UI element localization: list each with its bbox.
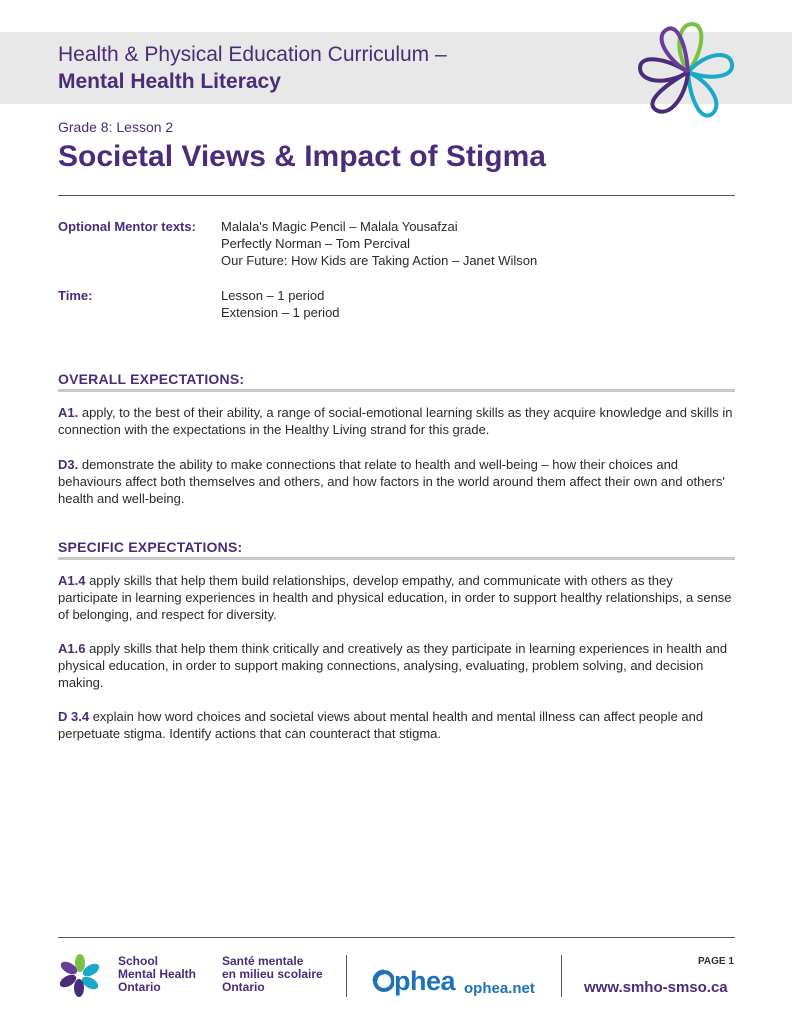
title-divider xyxy=(58,195,735,196)
time-label: Time: xyxy=(58,288,93,303)
expectation-text: demonstrate the ability to make connections that relate to health and well-being – how their choices and behaviours affect both themselves and others, and how factors in the world around them affect their own and others' health and well-being. xyxy=(58,457,725,506)
expectation-code: D 3.4 xyxy=(58,709,90,724)
org-line: Ontario xyxy=(222,980,265,994)
org-name-english xyxy=(118,955,196,994)
time-item: Extension – 1 period xyxy=(221,305,340,320)
curriculum-header xyxy=(58,41,447,95)
expectation-d3 xyxy=(58,456,735,507)
expectation-a1-6 xyxy=(58,640,735,691)
expectation-code: D3. xyxy=(58,457,79,472)
expectation-d3-4 xyxy=(58,708,735,742)
ophea-logo xyxy=(372,966,455,997)
section-divider xyxy=(58,389,735,392)
smho-website-link[interactable]: www.smho-smso.ca xyxy=(584,979,728,996)
expectation-text: apply skills that help them build relationships, develop empathy, and communicate with others as they participate in learning experiences in health and physical education, in order to support healthy relationships, a sense of belonging, and respect for diversity. xyxy=(58,573,732,622)
expectation-code: A1. xyxy=(58,405,79,420)
org-line: Mental Health xyxy=(118,967,197,981)
smho-small-logo xyxy=(58,953,102,997)
ophea-logo-text: phea xyxy=(394,966,456,996)
org-line: School xyxy=(118,954,159,968)
header-line-2: Mental Health Literacy xyxy=(58,70,281,93)
expectation-code: A1.4 xyxy=(58,573,86,588)
ophea-link[interactable]: ophea.net xyxy=(464,980,535,997)
footer-separator xyxy=(561,955,562,997)
org-name-french xyxy=(222,955,323,994)
org-line: Ontario xyxy=(118,980,161,994)
expectation-text: apply, to the best of their ability, a range of social-emotional learning skills as they acquire knowledge and skills in connection with the expectations in the Healthy Living strand for this grade. xyxy=(58,405,733,437)
section-divider xyxy=(58,557,735,560)
mentor-item: Perfectly Norman – Tom Percival xyxy=(221,236,411,251)
overall-expectations-heading: OVERALL EXPECTATIONS: xyxy=(58,371,245,387)
mentor-label: Optional Mentor texts: xyxy=(58,219,196,234)
specific-expectations-heading: SPECIFIC EXPECTATIONS: xyxy=(58,539,243,555)
header-line-1: Health & Physical Education Curriculum – xyxy=(58,43,447,66)
page-title: Societal Views & Impact of Stigma xyxy=(58,140,546,173)
footer-divider xyxy=(58,937,735,938)
ophea-o-icon xyxy=(372,968,394,994)
smho-flower-logo xyxy=(626,10,750,134)
time-info xyxy=(58,287,735,321)
expectation-a1-4 xyxy=(58,572,735,623)
expectation-text: apply skills that help them think critically and creatively as they participate in learning experiences in health and physical education, in order to support making connections, analysing, evaluating, problem solving, and decision making. xyxy=(58,641,728,690)
time-item: Lesson – 1 period xyxy=(221,288,325,303)
expectation-a1 xyxy=(58,404,735,438)
lesson-grade: Grade 8: Lesson 2 xyxy=(58,119,174,135)
org-line: Santé mentale xyxy=(222,954,304,968)
footer-separator xyxy=(346,955,347,997)
expectation-code: A1.6 xyxy=(58,641,86,656)
org-line: en milieu scolaire xyxy=(222,967,323,981)
page-number: PAGE 1 xyxy=(698,956,734,967)
mentor-item: Our Future: How Kids are Taking Action – Janet Wilson xyxy=(221,253,538,268)
mentor-item: Malala's Magic Pencil – Malala Yousafzai xyxy=(221,219,458,234)
expectation-text: explain how word choices and societal views about mental health and mental illness can affect people and perpetuate stigma. Identify actions that can counteract that stigma. xyxy=(58,709,704,741)
mentor-texts xyxy=(58,218,735,270)
